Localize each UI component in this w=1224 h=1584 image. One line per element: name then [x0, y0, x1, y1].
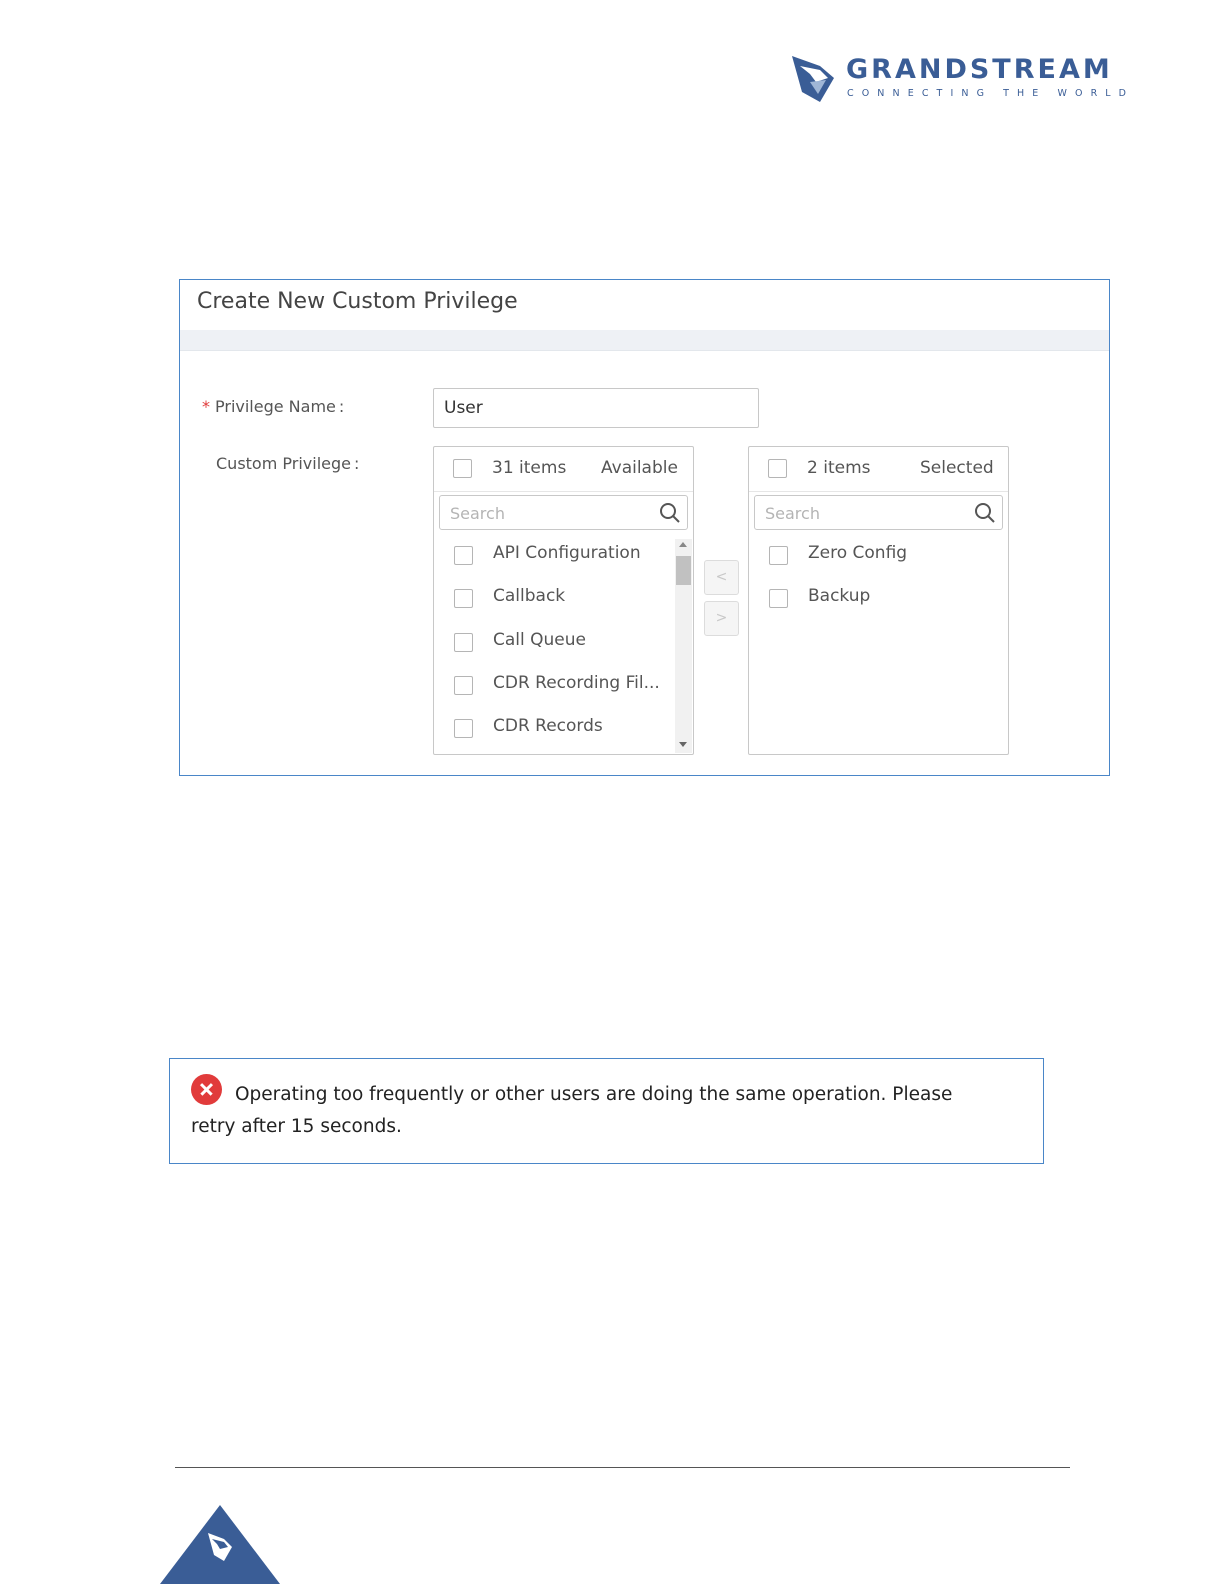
- item-checkbox[interactable]: [454, 676, 473, 695]
- available-transfer-list: [433, 446, 694, 755]
- available-select-all-checkbox[interactable]: [453, 459, 472, 478]
- selected-transfer-list: [748, 446, 1009, 755]
- dialog-header-band: [180, 330, 1109, 351]
- item-label: Callback: [493, 586, 566, 606]
- search-icon[interactable]: [974, 502, 996, 524]
- available-count: 31 items: [492, 458, 567, 478]
- privilege-name-input[interactable]: User: [433, 388, 759, 428]
- list-item[interactable]: [434, 543, 674, 589]
- custom-privilege-label: Custom Privilege :: [216, 454, 360, 473]
- selected-search-placeholder: Search: [765, 504, 820, 523]
- grandstream-logo-icon: [790, 52, 840, 104]
- item-checkbox[interactable]: [454, 546, 473, 565]
- scroll-thumb[interactable]: [676, 556, 691, 585]
- selected-title: Selected: [920, 458, 994, 478]
- dialog-title: Create New Custom Privilege: [197, 289, 518, 314]
- grandstream-logo: [790, 52, 1135, 104]
- item-checkbox[interactable]: [454, 719, 473, 738]
- list-item[interactable]: [434, 586, 674, 632]
- search-icon[interactable]: [659, 502, 681, 524]
- selected-list-header: [749, 447, 1008, 492]
- list-item[interactable]: [749, 586, 989, 632]
- item-checkbox[interactable]: [769, 589, 788, 608]
- item-checkbox[interactable]: [769, 546, 788, 565]
- scroll-down-arrow-icon[interactable]: [679, 742, 687, 747]
- selected-count: 2 items: [807, 458, 871, 478]
- item-checkbox[interactable]: [454, 633, 473, 652]
- item-label: Backup: [808, 586, 871, 606]
- item-label: API Configuration: [493, 543, 641, 563]
- available-search-placeholder: Search: [450, 504, 505, 523]
- available-search-input[interactable]: [439, 495, 688, 530]
- footer-logo-icon: [160, 1505, 280, 1584]
- item-label: Zero Config: [808, 543, 908, 563]
- privilege-name-label: * Privilege Name :: [202, 397, 345, 416]
- error-message-banner: [169, 1058, 1044, 1164]
- selected-select-all-checkbox[interactable]: [768, 459, 787, 478]
- available-list-header: [434, 447, 693, 492]
- list-item[interactable]: [434, 716, 674, 762]
- list-item[interactable]: [434, 673, 674, 719]
- brand-tagline: CONNECTING THE WORLD: [847, 88, 1135, 99]
- required-asterisk: *: [202, 397, 210, 416]
- move-left-button[interactable]: <: [704, 560, 739, 595]
- list-item[interactable]: [749, 543, 989, 589]
- item-label: CDR Records: [493, 716, 603, 736]
- move-right-button[interactable]: >: [704, 601, 739, 636]
- footer-divider: [175, 1467, 1070, 1468]
- list-item[interactable]: [434, 630, 674, 676]
- brand-name: GRANDSTREAM: [846, 54, 1113, 85]
- scroll-up-arrow-icon[interactable]: [679, 542, 687, 547]
- item-label: CDR Recording Fil...: [493, 673, 660, 693]
- item-checkbox[interactable]: [454, 589, 473, 608]
- available-list-scrollbar[interactable]: [675, 539, 692, 753]
- create-custom-privilege-dialog: [179, 279, 1110, 776]
- selected-search-input[interactable]: [754, 495, 1003, 530]
- item-label: Call Queue: [493, 630, 586, 650]
- available-title: Available: [601, 458, 678, 478]
- error-message-text: Operating too frequently or other users are doing the same operation. Please retry after 15 seconds.: [191, 1084, 953, 1137]
